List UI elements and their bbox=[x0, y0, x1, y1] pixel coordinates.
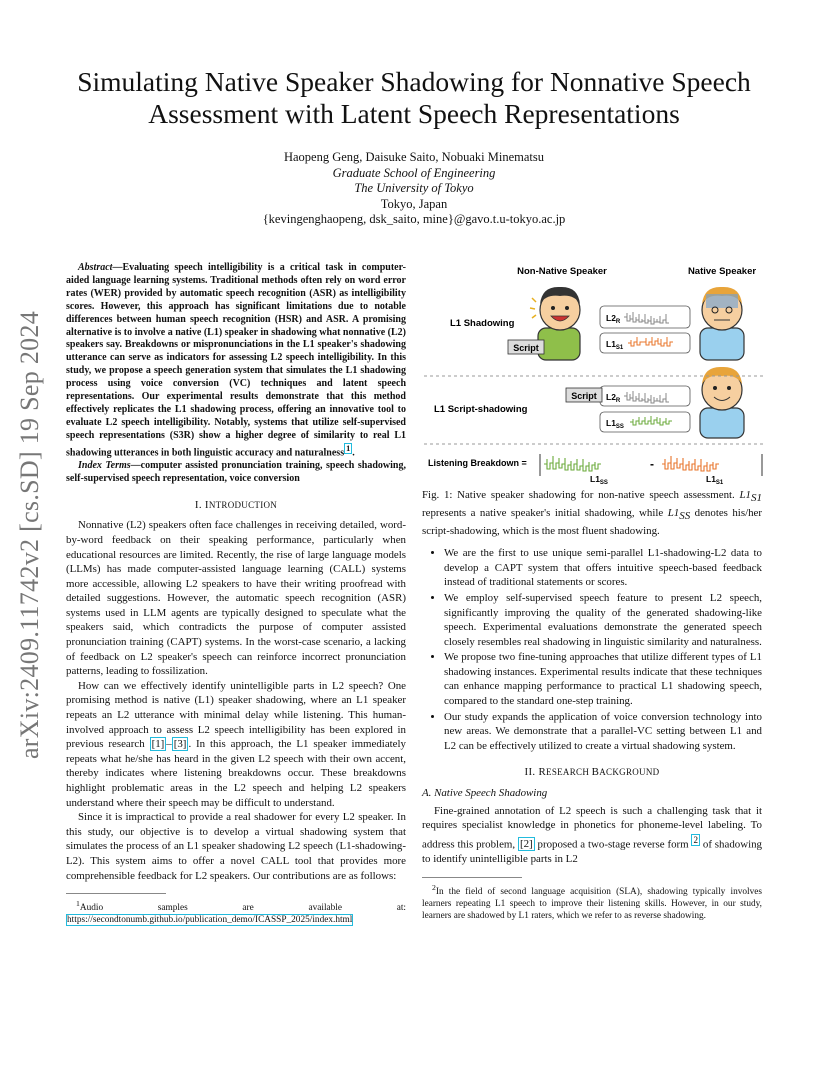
author-school: Graduate School of Engineering bbox=[332, 165, 496, 180]
author-block bbox=[40, 150, 788, 228]
contribution-item: • Our study expands the application of voice conversion technology into new areas. We demonstrate that a parallel-VC setting between L1 and L2 can be effectively utilized to create a virtual shadowing system. bbox=[444, 710, 762, 754]
paper-title: Simulating Native Speaker Shadowing for Nonnative Speech Assessment with Latent Speech Representations bbox=[77, 66, 751, 129]
native-speaker-happy-icon bbox=[700, 367, 744, 438]
intro-paragraph-1: Nonnative (L2) speakers often face challenges in receiving detailed, word-by-word feedback on their speaking performance, particularly when educational resources are limited. Recently, the rise of large language models (LLMs) has made computer-assisted language learning (CALL) systems more accessible, allowing L2 speakers to have their writing proofread with detailed suggestions. However, the automatic speech recognition (ASR) systems used in LLM agents are typically designed to speculate what the speakers said, which contradicts the purpose of computer assisted pronunciation training (CAPT) systems. In the worst-case scenario, a lacking of feedback on L2 speaker's speech can reinforce incorrect pronunciation patterns, leading to fossilization. bbox=[66, 519, 406, 678]
footnote-1: $^1$Audio samples are available at: https://secondtonumb.github.io/publication_demo/ICASSP_2025/index.html bbox=[66, 893, 406, 926]
author-names: Haopeng Geng, Daisuke Saito, Nobuaki Minematsu bbox=[283, 150, 545, 164]
research-background-paragraph: Fine-grained annotation of L2 speech is such a challenging task that it requires specialist knowledge in phonetics for phoneme-level labeling. To address this problem, [2] proposed a two-stage reverse form $^2$ of shadowing to identify unintelligible parts in L2 bbox=[422, 804, 762, 866]
script-label-bottom: Script bbox=[571, 391, 597, 401]
native-speaker-confused-icon bbox=[700, 287, 744, 360]
footnote-2: $^2$In the field of second language acquisition (SLA), shadowing typically involves learners repeating L1 speech to improve their listening skills. However, in our study, learners are shadowed by L1 raters, which we refer to as reverse shadowing. bbox=[422, 877, 762, 922]
figure-1 bbox=[424, 258, 766, 486]
contribution-item: • We are the first to use unique semi-parallel L1-shadowing-L2 data to develop a CAPT system that offers intuitive speech-based feedback instead of traditional statements or scores. bbox=[444, 546, 762, 590]
intro-paragraph-3: Since it is impractical to provide a real shadower for every L2 speaker. In this study, our objective is to develop a virtual shadowing system that simulates the process of an L1 speaker shadowing L2 speech (L1-shadowing-L2). This system aims to offer a novel CALL tool that provides more comprehensible feedback for L2 speakers. Our contributions are as follows: bbox=[66, 811, 406, 882]
figure-1-caption: Fig. 1: Native speaker shadowing for non-native speech assessment. $L1_{S1}$ represents a native speaker's initial shadowing, while $L1_{SS}$ denotes his/her script-shadowing, which is the most fluent shadowing. bbox=[422, 489, 763, 537]
l2r-label-bottom: $L2_R$ bbox=[606, 392, 621, 404]
arxiv-identifier: arXiv:2409.11742v2 [cs.SD] 19 Sep 2024 bbox=[15, 310, 44, 760]
contribution-item: • We employ self-supervised speech feature to present L2 speech, significantly improving the quality of the generated shadowing-like speech. Experimental evaluations demonstrate the generated speech closely resembles real shadowing in linguistic similarity and naturalness. bbox=[444, 591, 762, 649]
breakdown-l1ss-label: $L1_{SS}$ bbox=[590, 474, 608, 486]
native-speaker-label: Native Speaker bbox=[687, 266, 757, 277]
citation-2[interactable]: [2] bbox=[519, 838, 533, 851]
author-email: {kevingenghaopeng, dsk_saito, mine}@gavo.t.u-tokyo.ac.jp bbox=[262, 212, 566, 226]
index-terms-text: —computer assisted pronunciation training, speech shadowing, self-supervised speech representation, voice conversion bbox=[66, 459, 406, 484]
non-native-speaker-label: Non-Native Speaker bbox=[517, 266, 607, 277]
l1ss-label: $L1_{SS}$ bbox=[606, 418, 624, 430]
index-terms-label: Index Terms bbox=[78, 459, 131, 471]
figure-1-diagram bbox=[424, 258, 766, 486]
author-location: Tokyo, Japan bbox=[380, 196, 448, 211]
waveform-breakdown-l1ss bbox=[544, 456, 601, 471]
subsection-heading-native-speech-shadowing: A. Native Speech Shadowing bbox=[422, 787, 548, 800]
contributions-list bbox=[422, 546, 762, 753]
intro-paragraph-2: How can we effectively identify unintelligible parts in L2 speech? One promising method is native (L1) speaker shadowing, where an L1 speaker repeats an L2 utterance with minimal delay while listening. This human-involved approach to assess L2 speech intelligibility has been explored in previous research [1] – [3] . In this approach, the L1 speaker immediately repeats what he/she has heard in the given L2 speech with their own accent, thereby indicates where listening breakdowns occur. These breakdowns highlight problematic areas in the L2 speech and helping L2 speakers understand where their speech may be difficult to understand. bbox=[66, 679, 406, 809]
contribution-item: • We propose two fine-tuning approaches that utilize different types of L1 shadowing instances. Experimental results indicate that these techniques can enhance mapping performance to practical L1 shadowing speech, compared to the standard one-step training. bbox=[444, 650, 762, 708]
audio-samples-link[interactable]: https://secondtonumb.github.io/publication_demo/ICASSP_2025/index.html bbox=[67, 915, 353, 926]
minus-sign: - bbox=[650, 457, 654, 471]
abstract: Abstract—Evaluating speech intelligibility is a critical task in computer-aided language learning systems. Traditional methods often rely on word error rates (WER) provided by automatic speech recognition (ASR) as intelligibility scores. However, this approach has significant limitations due to notable differences between human speech recognition (HSR) and ASR. A promising alternative is to involve a native (L1) speaker in shadowing what nonnative (L2) speakers say. Breakdowns or mispronunciations in the L1 speaker's shadowing utterance can serve as indicators for assessing L2 speech intelligibility. In this study, we propose a speech generation system that simulates the L1 shadowing process using voice conversion (VC) techniques and latent speech representations. Our experimental results demonstrate that this method effectively replicates the L1 shadowing process, offering an innovative tool to evaluate L2 speech intelligibility. Notably, systems that utilize self-supervised speech representations (S3R) show a higher degree of similarity to real L1 shadowing utterances in both linguistic accuracy and naturalness $^1$ . bbox=[66, 262, 406, 459]
section-heading-introduction: I. INTRODUCTION bbox=[194, 498, 278, 511]
section-heading-research-background: II. RESEARCH BACKGROUND bbox=[524, 766, 660, 779]
footnote-1-link[interactable]: 1 bbox=[346, 443, 351, 453]
listening-breakdown-label: Listening Breakdown = bbox=[428, 458, 527, 468]
l1-script-shadowing-label: L1 Script-shadowing bbox=[434, 404, 528, 415]
footnote-rule bbox=[66, 893, 166, 894]
script-label-top: Script bbox=[513, 343, 539, 353]
l1s1-label: $L1_{S1}$ bbox=[606, 339, 624, 351]
left-column bbox=[66, 262, 406, 926]
l2r-label-top: $L2_R$ bbox=[606, 313, 621, 325]
abstract-label: Abstract bbox=[78, 262, 113, 273]
footnote-2-link[interactable]: 2 bbox=[693, 834, 699, 845]
index-terms bbox=[66, 460, 406, 486]
citation-1[interactable]: [1] bbox=[151, 738, 165, 751]
right-column bbox=[422, 488, 762, 922]
footnote-rule bbox=[422, 877, 522, 878]
waveform-breakdown-l1s1 bbox=[662, 456, 719, 471]
abstract-text: —Evaluating speech intelligibility is a critical task in computer-aided language learning systems. Traditional methods often rely on word error rates (WER) provided by automatic speech recognition (ASR) as intelligibility scores. However, this approach has significant limitations due to notable differences between human speech recognition (HSR) and ASR. A promising alternative is to involve a native (L1) speaker in shadowing what nonnative (L2) speakers say. Breakdowns or mispronunciations in the L1 speaker's shadowing utterance can serve as indicators for assessing L2 speech intelligibility. In this study, we propose a speech generation system that simulates the L1 shadowing process using voice conversion (VC) techniques and latent speech representations. Our experimental results demonstrate that this method effectively replicates the L1 shadowing process, offering an innovative tool to evaluate L2 speech intelligibility. Notably, systems that utilize self-supervised speech representations (S3R) show a higher degree of similarity to real L1 shadowing utterances in both linguistic accuracy and naturalness bbox=[66, 262, 406, 459]
breakdown-l1s1-label: $L1_{S1}$ bbox=[706, 474, 724, 486]
citation-3[interactable]: [3] bbox=[173, 738, 187, 751]
author-university: The University of Tokyo bbox=[354, 181, 474, 195]
l1-shadowing-label: L1 Shadowing bbox=[450, 318, 515, 329]
